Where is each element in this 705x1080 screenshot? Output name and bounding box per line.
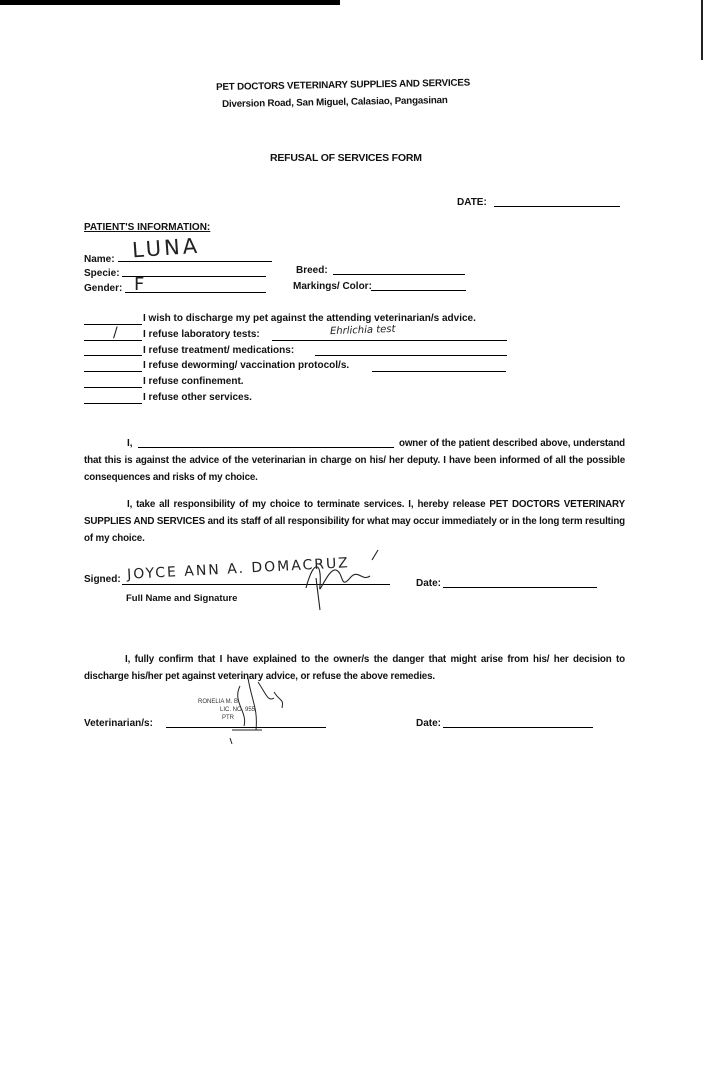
paragraph-vet-confirmation: I, fully confirm that I have explained to the owner/s the danger that might arise from his/ her decision to discharge his/her pet against veterinary advice, or refuse the above remedies. bbox=[84, 654, 625, 682]
vet-stamp-license: LIC. NO. 955 bbox=[220, 707, 256, 713]
paragraph-release: I, take all responsibility of my choice to terminate services. I, hereby release PET DOCTORS VETERINARY SUPPLIES AND SERVICES and its staff of all responsibility for what may occur immediately or in the long term resulting of my choice. bbox=[84, 499, 625, 544]
option-blank-4[interactable] bbox=[84, 371, 142, 372]
signed-date-field[interactable] bbox=[443, 587, 597, 588]
option-blank-3[interactable] bbox=[84, 355, 142, 356]
option-blank-6[interactable] bbox=[84, 403, 142, 404]
option-mark-2: / bbox=[113, 325, 118, 341]
option-text-4: I refuse deworming/ vaccination protocol/s. bbox=[143, 360, 350, 371]
lab-tests-field[interactable] bbox=[272, 340, 507, 341]
date-label: DATE: bbox=[457, 197, 487, 208]
markings-label: Markings/ Color: bbox=[293, 281, 372, 292]
vet-date-field[interactable] bbox=[443, 727, 593, 728]
form-title: REFUSAL OF SERVICES FORM bbox=[270, 152, 422, 164]
signature-scribble bbox=[300, 548, 390, 613]
breed-label: Breed: bbox=[296, 265, 328, 276]
vet-signature-scribble bbox=[222, 672, 292, 742]
company-address: Diversion Road, San Miguel, Calasiao, Pangasinan bbox=[222, 95, 448, 110]
name-label: Name: bbox=[84, 254, 115, 265]
deworming-field[interactable] bbox=[372, 371, 506, 372]
breed-field[interactable] bbox=[333, 274, 465, 275]
full-name-sublabel: Full Name and Signature bbox=[126, 593, 238, 604]
signed-label: Signed: bbox=[84, 574, 121, 585]
option-text-6: I refuse other services. bbox=[143, 392, 252, 403]
gender-field[interactable] bbox=[125, 292, 266, 293]
scan-edge-top bbox=[0, 0, 340, 5]
option-text-1: I wish to discharge my pet against the attending veterinarian/s advice. bbox=[143, 313, 476, 324]
company-name: PET DOCTORS VETERINARY SUPPLIES AND SERVICES bbox=[216, 77, 471, 93]
p1-start: I, bbox=[127, 438, 133, 449]
specie-label: Specie: bbox=[84, 268, 120, 279]
vet-stamp-name: RONELIA M. B bbox=[198, 699, 239, 705]
vet-stamp-ptr: PTR bbox=[222, 715, 234, 721]
option-text-3: I refuse treatment/ medications: bbox=[143, 345, 295, 356]
option-blank-5[interactable] bbox=[84, 387, 142, 388]
option-text-5: I refuse confinement. bbox=[143, 376, 244, 387]
gender-label: Gender: bbox=[84, 283, 123, 294]
markings-field[interactable] bbox=[371, 290, 466, 291]
lab-tests-value: Ehrlichia test bbox=[329, 323, 396, 338]
signed-date-label: Date: bbox=[416, 578, 442, 589]
signed-name-value: JOYCE ANN A. DOMACRUZ bbox=[126, 555, 351, 583]
name-value: LUNA bbox=[131, 233, 201, 263]
veterinarian-field[interactable] bbox=[166, 727, 326, 728]
gender-value: F bbox=[134, 274, 145, 295]
date-field[interactable] bbox=[494, 206, 620, 207]
paragraph-owner-acknowledgement: owner of the patient described above, understand that this is against the advice of the veterinarian in charge on his/ her deputy. I have been informed of all the possible consequences and risks of my choice. bbox=[84, 438, 625, 483]
veterinarian-label: Veterinarian/s: bbox=[84, 718, 153, 729]
scan-edge-right bbox=[701, 0, 703, 60]
treatment-field[interactable] bbox=[315, 355, 507, 356]
patient-info-title: PATIENT'S INFORMATION: bbox=[84, 222, 211, 233]
option-text-2: I refuse laboratory tests: bbox=[143, 329, 260, 340]
vet-date-label: Date: bbox=[416, 718, 442, 729]
